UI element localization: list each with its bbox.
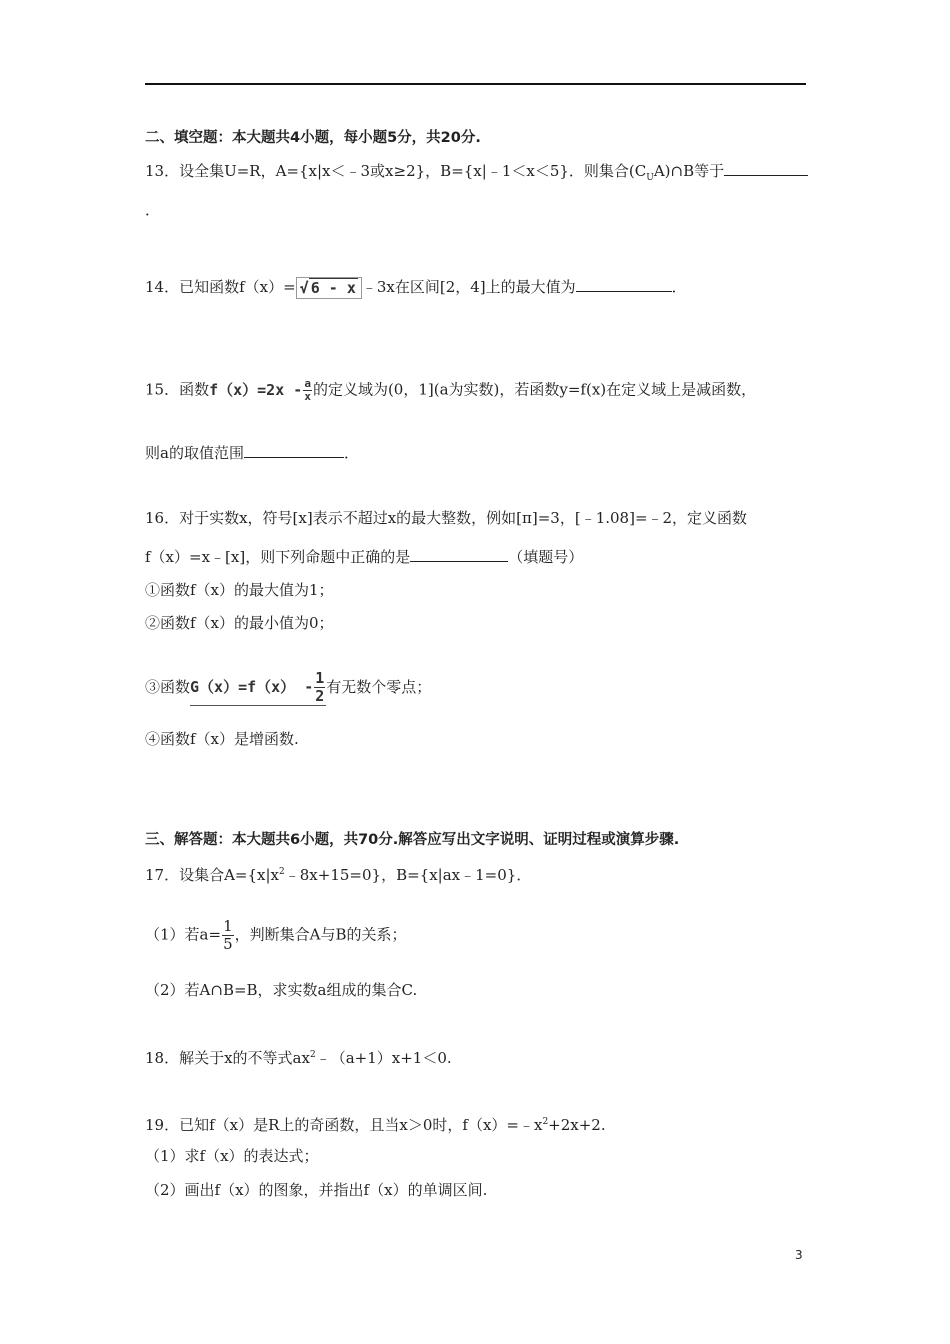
q13-tail: ． bbox=[145, 201, 161, 219]
sqrt-expression: √ 6 - x bbox=[296, 277, 362, 299]
q13-text: 13．设全集U=R，A={x|x＜﹣3或x≥2}，B={x|﹣1＜x＜5}．则集合(C bbox=[145, 162, 647, 180]
q13-answer-blank bbox=[724, 160, 808, 176]
q19-part-1: （1）求f（x）的表达式； bbox=[145, 1147, 319, 1165]
q15-pre: 15．函数 bbox=[145, 380, 210, 399]
question-16: 16．对于实数x，符号[x]表示不超过x的最大整数，例如[π]=3，[﹣1.08]=﹣2，定义函数 bbox=[145, 509, 748, 527]
q14-answer-blank bbox=[576, 276, 672, 292]
section-heading-solutions: 三、解答题：本大题共6小题，共70分.解答应写出文字说明、证明过程或演算步骤. bbox=[145, 832, 680, 848]
q13-subscript: U bbox=[646, 173, 654, 183]
question-14: 14．已知函数f（x）= √ 6 - x ﹣3x在区间[2，4]上的最大值为 ． bbox=[145, 278, 687, 297]
header-rule bbox=[145, 83, 806, 85]
q15-formula: f（x）=2x - $\frac{a}{x}$ bbox=[209, 377, 311, 403]
q16-option-3: ③函数G（x）=f（x） - $\frac{1}{2}$ 有无数个零点； bbox=[145, 669, 432, 705]
q16-answer-blank bbox=[410, 546, 508, 562]
question-15 bbox=[145, 378, 756, 403]
page-number: 3 bbox=[795, 1248, 803, 1262]
q14-post: ﹣3x在区间[2，4]上的最大值为 bbox=[361, 278, 576, 296]
fraction: $\frac{1}{5}$ bbox=[223, 917, 233, 953]
q15-answer-blank bbox=[244, 442, 344, 458]
q16-formula: G（x）=f（x） - $\frac{1}{2}$ bbox=[190, 669, 325, 705]
q19-part-2: （2）画出f（x）的图象，并指出f（x）的单调区间. bbox=[145, 1181, 488, 1199]
q17-part-1: （1）若a= $\frac{1}{5}$ ，判断集合A与B的关系； bbox=[145, 917, 407, 953]
q16-option-1: ①函数f（x）的最大值为1； bbox=[145, 581, 334, 599]
question-19: 19．已知f（x）是R上的奇函数，且当x＞0时，$f(x)=﹣x^2+2x+2$. bbox=[145, 1116, 606, 1134]
question-16-line2: f（x）=x﹣[x]，则下列命题中正确的是 （填题号） bbox=[145, 548, 584, 566]
q13-text2: A)∩B等于 bbox=[653, 162, 725, 180]
question-15-line2: 则a的取值范围 ． bbox=[145, 444, 359, 462]
section-heading-fill-in: 二、填空题：本大题共4小题，每小题5分，共20分. bbox=[145, 130, 481, 146]
q14-pre: 14．已知函数f（x）= bbox=[145, 278, 296, 296]
question-18: 18．解关于x的不等式$ax^2﹣(a+1)x+1<0$. bbox=[145, 1049, 452, 1067]
q16-option-4: ④函数f（x）是增函数. bbox=[145, 730, 299, 748]
q16-option-2: ②函数f（x）的最小值为0； bbox=[145, 614, 334, 632]
q15-post: 的定义域为(0，1](a为实数)，若函数y=f(x)在定义域上是减函数， bbox=[312, 380, 757, 399]
q17-part-2: （2）若A∩B=B，求实数a组成的集合C. bbox=[145, 981, 418, 999]
question-13 bbox=[145, 160, 808, 188]
fraction: $\frac{1}{2}$ bbox=[315, 669, 325, 705]
question-17: 17．设集合$A=\{x|x^2﹣8x+15=0\}$，B={x|ax﹣1=0}． bbox=[145, 866, 532, 884]
fraction: $\frac{a}{x}$ bbox=[304, 377, 311, 403]
